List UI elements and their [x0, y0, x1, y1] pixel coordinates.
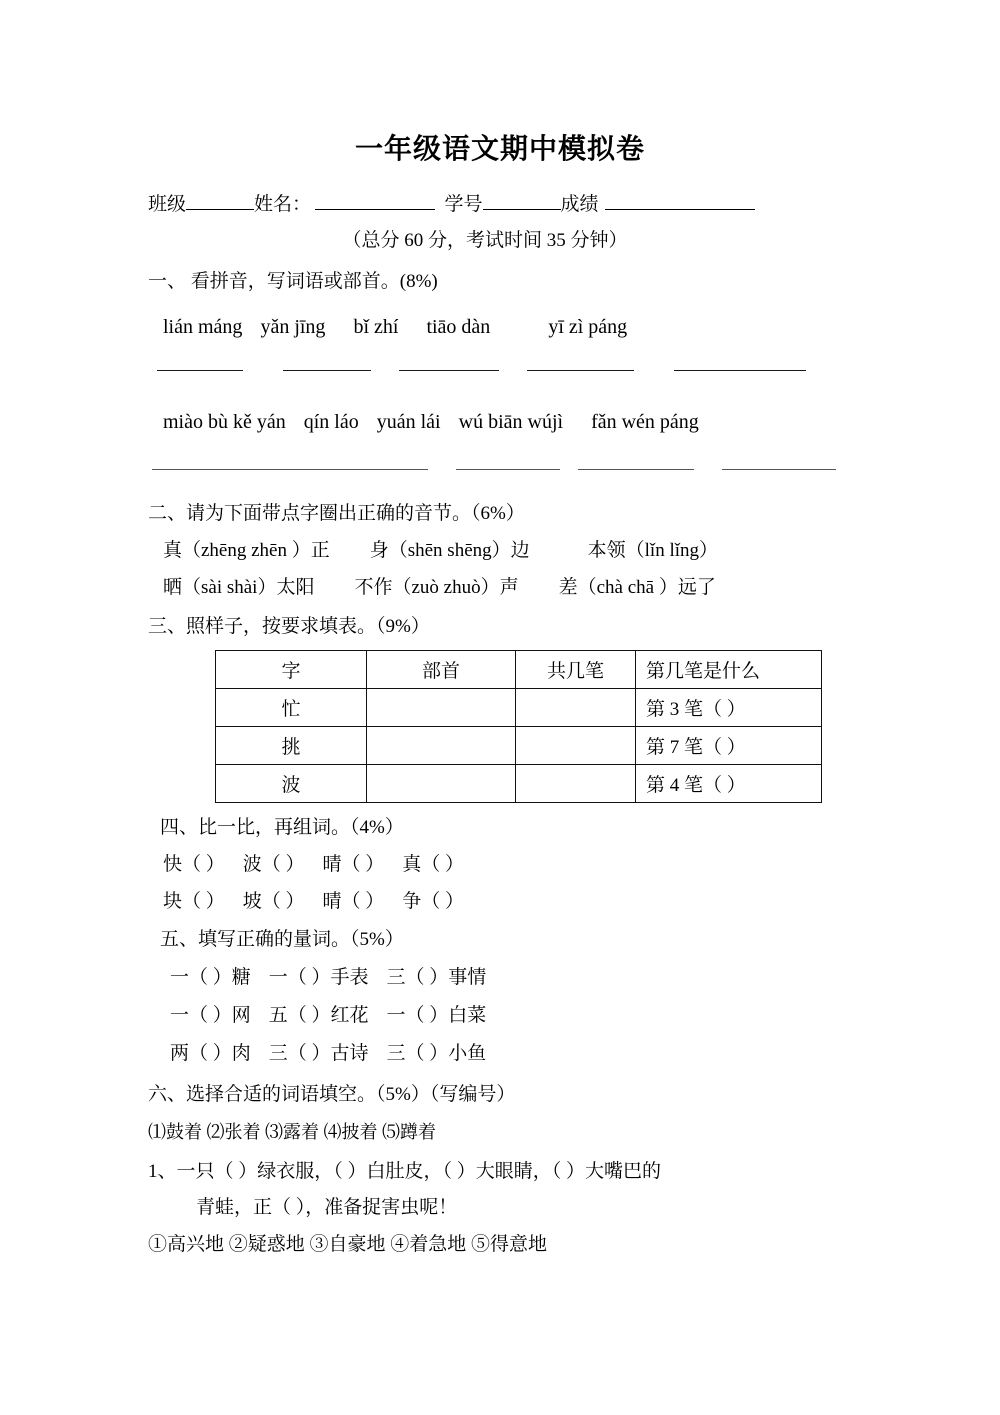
table-cell-nth-stroke[interactable]: 第 3 笔（ ） [636, 688, 822, 726]
score-input-blank[interactable] [605, 192, 755, 210]
answer-blank[interactable] [152, 456, 428, 470]
name-label: 姓名： [254, 193, 312, 215]
table-header-radical: 部首 [367, 650, 516, 688]
table-header-strokes: 共几笔 [516, 650, 636, 688]
table-cell-strokes-blank[interactable] [516, 764, 636, 802]
section-6-question-1[interactable]: 1、一只（ ）绿衣服，（ ）白肚皮，（ ）大眼睛，（ ）大嘴巴的 [148, 1160, 662, 1182]
word-formation-item[interactable]: 晴（ ） [322, 890, 385, 912]
word-formation-item[interactable]: 真（ ） [402, 853, 465, 875]
section-5-heading: 五、填写正确的量词。（5%） [160, 928, 404, 950]
answer-blank[interactable] [722, 456, 836, 470]
measure-word-item[interactable]: 三（ ）事情 [386, 966, 487, 988]
answer-blank[interactable] [456, 456, 560, 470]
measure-word-item[interactable]: 三（ ）古诗 [268, 1042, 369, 1064]
section-1-pinyin-row-1 [0, 316, 1000, 339]
pinyin-item: lián máng [163, 315, 243, 338]
section-6-options-list-1[interactable]: ⑴鼓着 ⑵张着 ⑶露着 ⑷披着 ⑸蹲着 [148, 1121, 436, 1142]
pinyin-item: yī zì páng [548, 315, 628, 338]
answer-blank[interactable] [399, 357, 499, 371]
word-formation-item[interactable]: 快（ ） [163, 853, 225, 875]
pinyin-item: yuán lái [376, 410, 441, 433]
pinyin-item: yǎn jīng [260, 315, 326, 338]
pronunciation-choice-item[interactable]: 本领（lǐn lǐng） [587, 539, 719, 561]
section-5-row-3 [0, 1038, 1000, 1065]
section-1-answer-blanks-row-2 [0, 456, 1000, 476]
measure-word-item[interactable]: 一（ ）手表 [268, 966, 369, 988]
pinyin-item: bǐ zhí [353, 315, 399, 338]
word-formation-item[interactable]: 坡（ ） [242, 890, 305, 912]
class-input-blank[interactable] [186, 192, 254, 210]
pronunciation-choice-item[interactable]: 身（shēn shēng）边 [369, 539, 530, 561]
pronunciation-choice-item[interactable]: 真（zhēng zhēn ）正 [163, 539, 330, 561]
score-label: 成绩 [560, 193, 599, 215]
measure-word-item[interactable]: 一（ ）网 [170, 1004, 251, 1026]
section-4-heading: 四、比一比，再组词。（4%） [160, 816, 404, 838]
table-row [216, 688, 822, 726]
section-6-question-1-continued[interactable]: 青蛙，正（ ），准备捉害虫呢！ [196, 1196, 458, 1218]
answer-blank[interactable] [283, 357, 371, 371]
answer-blank[interactable] [674, 357, 806, 371]
table-cell-radical-blank[interactable] [367, 688, 516, 726]
pinyin-item: tiāo dàn [426, 315, 491, 338]
measure-word-item[interactable]: 三（ ）小鱼 [386, 1042, 487, 1064]
table-row [216, 764, 822, 802]
pronunciation-choice-item[interactable]: 不作（zuò zhuò）声 [354, 576, 519, 598]
table-cell-radical-blank[interactable] [367, 726, 516, 764]
section-1-answer-blanks-row-1 [0, 357, 1000, 377]
section-2-heading: 二、请为下面带点字圈出正确的音节。（6%） [148, 502, 525, 524]
table-cell-nth-stroke[interactable]: 第 4 笔（ ） [636, 764, 822, 802]
table-cell-radical-blank[interactable] [367, 764, 516, 802]
answer-blank[interactable] [527, 357, 634, 371]
pinyin-item: fǎn wén páng [591, 410, 699, 433]
pinyin-item: wú biān wújì [458, 410, 564, 433]
section-5-row-2 [0, 1000, 1000, 1027]
measure-word-item[interactable]: 一（ ）白菜 [386, 1004, 487, 1026]
measure-word-item[interactable]: 两（ ）肉 [170, 1042, 251, 1064]
answer-blank[interactable] [157, 357, 243, 371]
table-cell-character: 挑 [216, 726, 367, 764]
pinyin-item: qín láo [303, 410, 359, 433]
answer-blank[interactable] [578, 456, 694, 470]
table-header-character: 字 [216, 650, 367, 688]
table-cell-strokes-blank[interactable] [516, 726, 636, 764]
section-2-row-2 [0, 572, 1000, 599]
student-id-label: 学号 [444, 193, 483, 215]
section-6-options-list-2[interactable]: ①高兴地 ②疑惑地 ③自豪地 ④着急地 ⑤得意地 [148, 1233, 548, 1255]
student-id-input-blank[interactable] [483, 192, 561, 210]
section-5-row-1 [0, 962, 1000, 989]
table-header-row [216, 650, 822, 688]
table-cell-nth-stroke[interactable]: 第 7 笔（ ） [636, 726, 822, 764]
word-formation-item[interactable]: 争（ ） [402, 890, 465, 912]
table-cell-character: 波 [216, 764, 367, 802]
table-header-nth-stroke: 第几笔是什么 [636, 650, 822, 688]
stroke-order-table [215, 650, 822, 803]
word-formation-item[interactable]: 晴（ ） [322, 853, 385, 875]
class-label: 班级 [148, 193, 187, 215]
student-identity-line [0, 189, 1000, 216]
pronunciation-choice-item[interactable]: 差（chà chā ）远了 [558, 576, 716, 598]
section-3-table-wrapper [0, 650, 1000, 803]
word-formation-item[interactable]: 块（ ） [163, 890, 225, 912]
name-input-blank[interactable] [315, 192, 435, 210]
section-4-row-1 [0, 849, 1000, 876]
table-cell-character: 忙 [216, 688, 367, 726]
measure-word-item[interactable]: 一（ ）糖 [170, 966, 251, 988]
section-2-row-1 [0, 535, 1000, 562]
exam-subtitle: （总分 60 分，考试时间 35 分钟） [342, 229, 628, 251]
table-cell-strokes-blank[interactable] [516, 688, 636, 726]
section-6-heading: 六、选择合适的词语填空。（5%）（写编号） [148, 1083, 516, 1105]
table-row [216, 726, 822, 764]
pronunciation-choice-item[interactable]: 晒（sài shài）太阳 [163, 576, 315, 598]
word-formation-item[interactable]: 波（ ） [242, 853, 305, 875]
section-3-heading: 三、照样子，按要求填表。（9%） [148, 615, 430, 637]
section-1-pinyin-row-2 [0, 411, 1000, 434]
section-1-heading: 一、 看拼音，写词语或部首。(8%) [148, 270, 438, 292]
page-title: 一年级语文期中模拟卷 [354, 134, 645, 165]
pinyin-item: miào bù kě yán [163, 410, 286, 433]
section-4-row-2 [0, 886, 1000, 913]
measure-word-item[interactable]: 五（ ）红花 [268, 1004, 369, 1026]
